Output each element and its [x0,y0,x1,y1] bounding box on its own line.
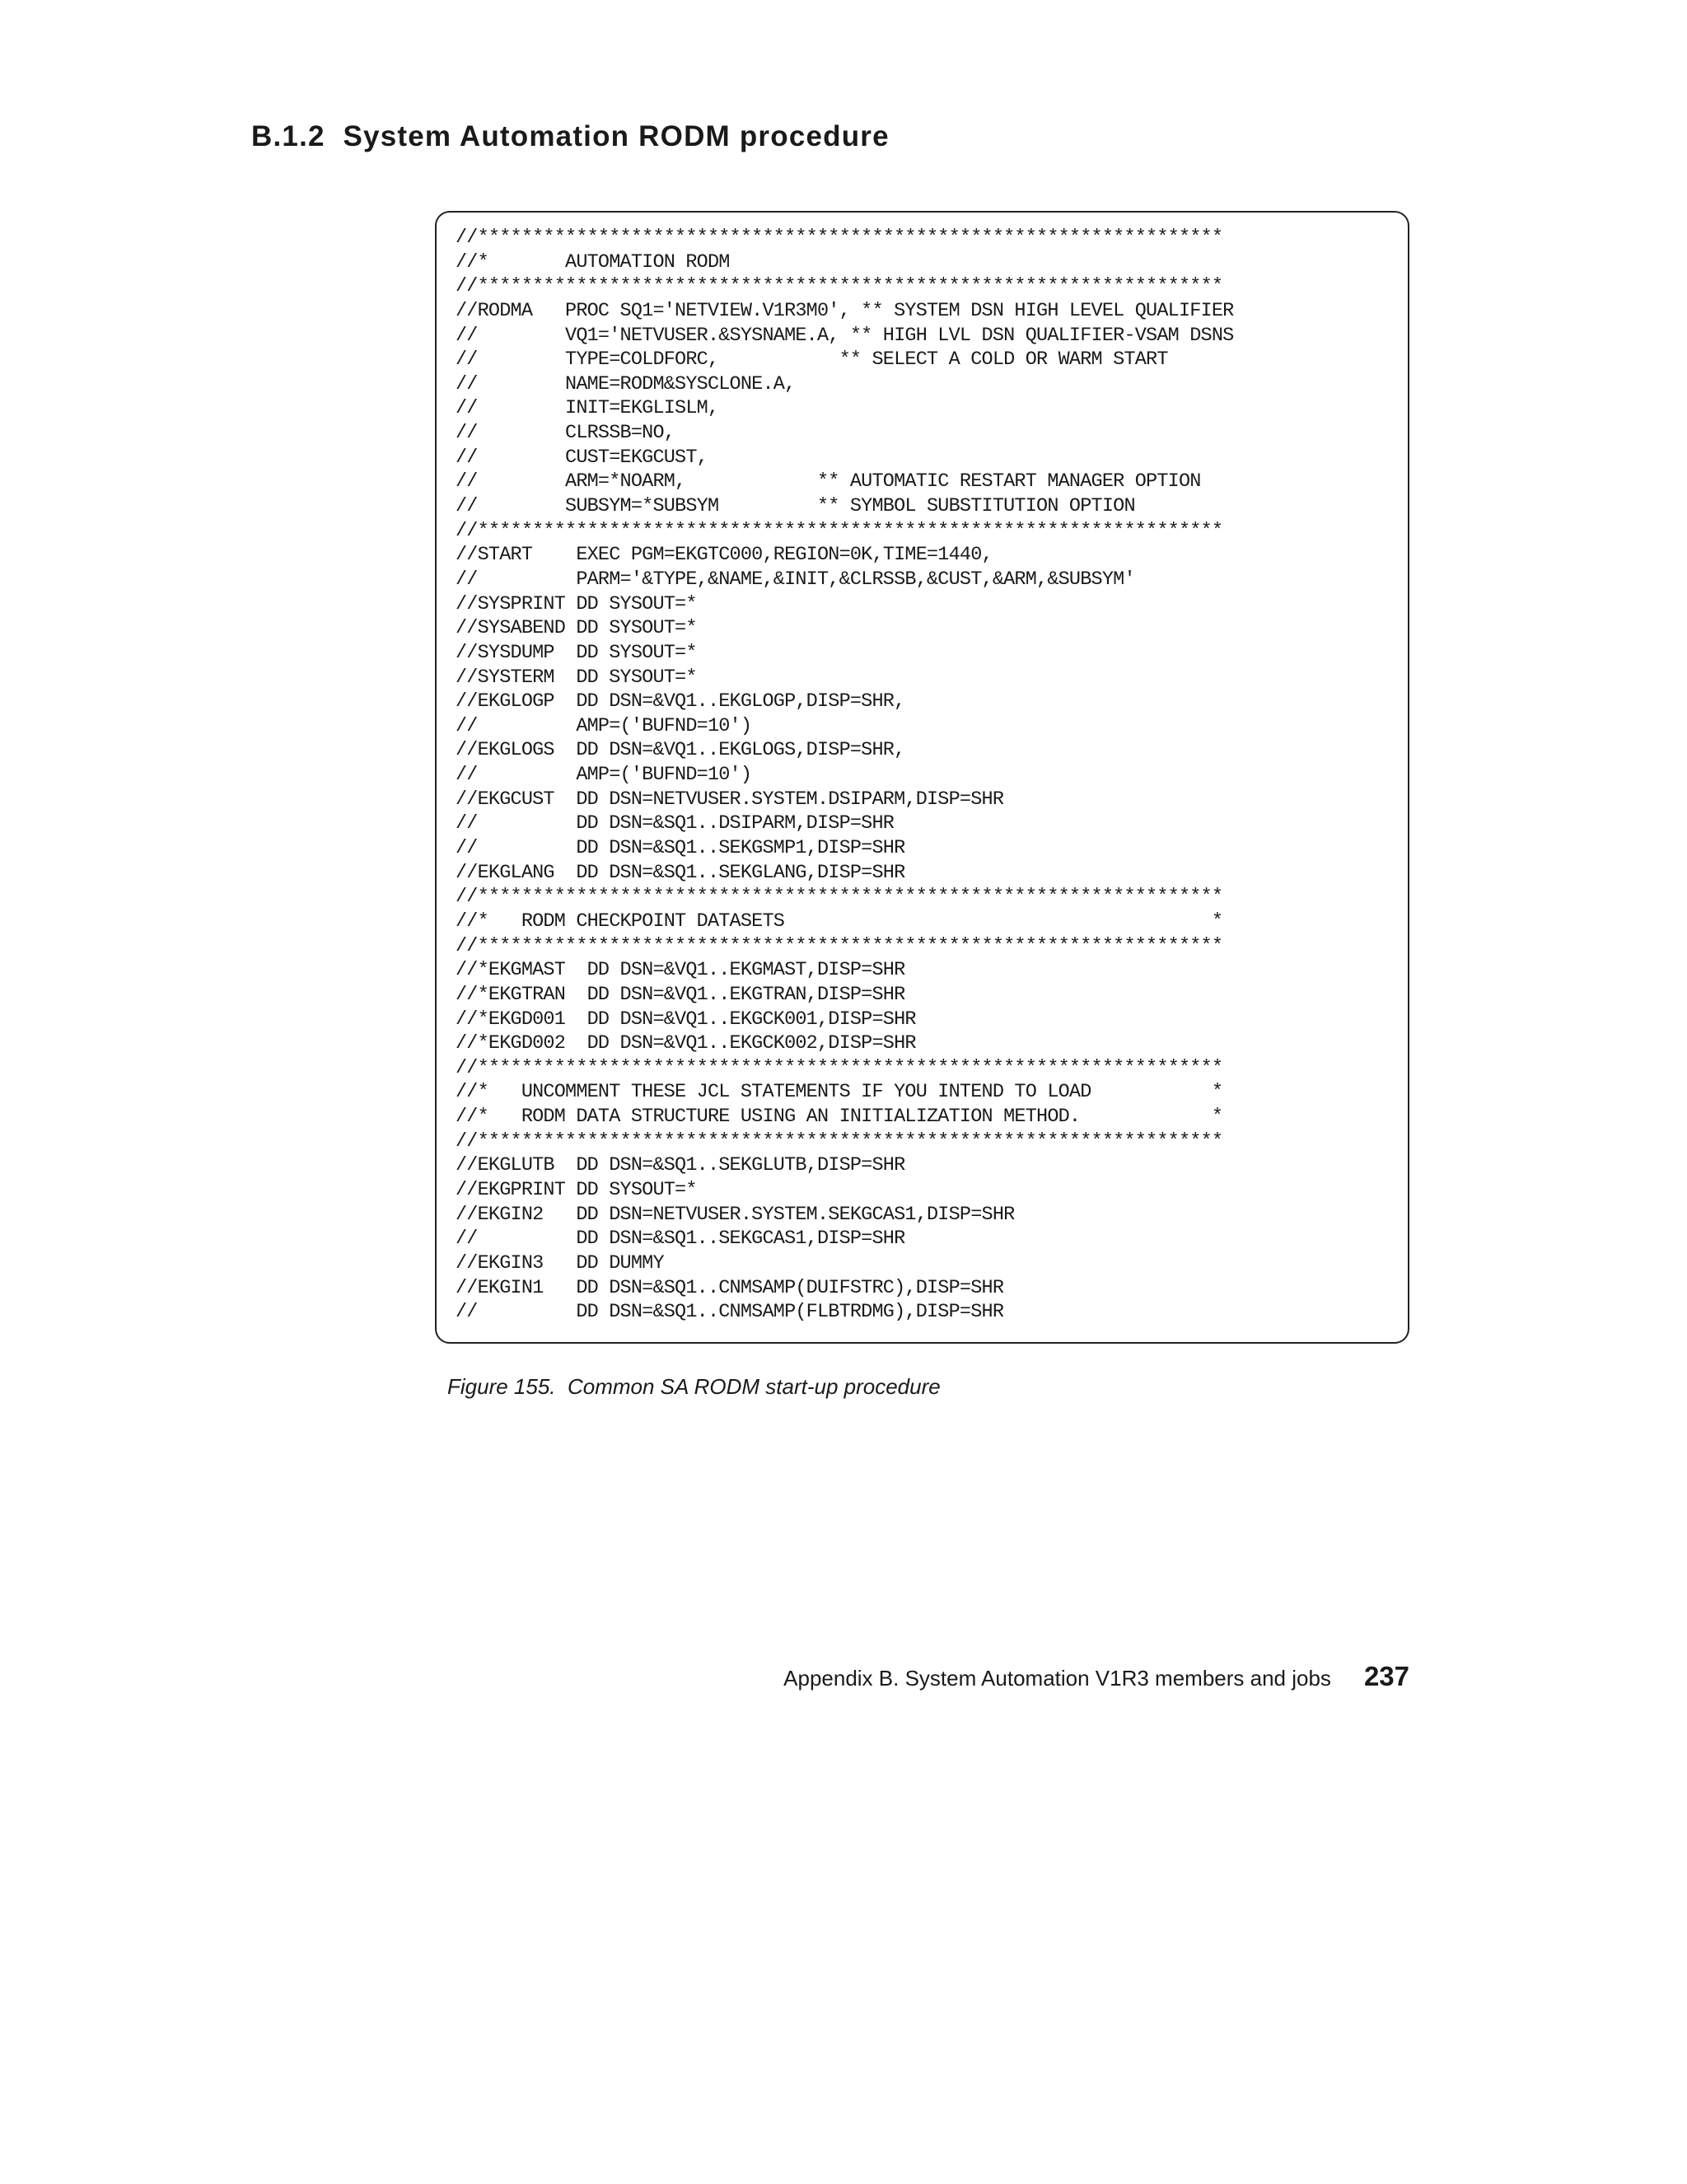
page-number: 237 [1363,1661,1409,1691]
code-line: //EKGPRINT DD SYSOUT=* [456,1178,697,1201]
code-line: //EKGIN1 DD DSN=&SQ1..CNMSAMP(DUIFSTRC),DISP=SHR [456,1276,1004,1299]
code-line: //SYSDUMP DD SYSOUT=* [456,641,697,664]
figure-caption: Figure 155. Common SA RODM start-up procedure [447,1374,941,1399]
code-line: //SYSABEND DD SYSOUT=* [456,617,697,640]
code-line: // DD DSN=&SQ1..DSIPARM,DISP=SHR [456,812,895,835]
code-line: //RODMA PROC SQ1='NETVIEW.V1R3M0', ** SYSTEM DSN HIGH LEVEL QUALIFIER [456,299,1234,322]
code-line: //******************************************************************** [456,934,1223,957]
code-line: // VQ1='NETVUSER.&SYSNAME.A, ** HIGH LVL DSN QUALIFIER-VSAM DSNS [456,324,1234,347]
code-line: // ARM=*NOARM, ** AUTOMATIC RESTART MANAGER OPTION [456,470,1201,493]
footer-chapter-title: Appendix B. System Automation V1R3 members and jobs [783,1666,1331,1691]
section-heading: B.1.2 System Automation RODM procedure [251,120,890,152]
code-line: // AMP=('BUFND=10') [456,764,752,787]
code-line: //EKGIN3 DD DUMMY [456,1251,664,1274]
code-line: // DD DSN=&SQ1..SEKGCAS1,DISP=SHR [456,1228,905,1251]
code-line: //******************************************************************** [456,1129,1223,1153]
code-line: //EKGLUTB DD DSN=&SQ1..SEKGLUTB,DISP=SHR [456,1154,905,1177]
code-line: // INIT=EKGLISLM, [456,397,719,420]
code-line: //START EXEC PGM=EKGTC000,REGION=0K,TIME=1440, [456,544,993,567]
code-listing [456,226,1233,1325]
code-line: //*EKGD001 DD DSN=&VQ1..EKGCK001,DISP=SHR [456,1008,916,1031]
code-line: //******************************************************************** [456,275,1223,298]
code-line: //EKGLOGS DD DSN=&VQ1..EKGLOGS,DISP=SHR, [456,739,905,762]
code-line: //* AUTOMATION RODM [456,250,730,274]
code-line: //* RODM DATA STRUCTURE USING AN INITIALIZATION METHOD. * [456,1106,1223,1129]
code-line: //EKGIN2 DD DSN=NETVUSER.SYSTEM.SEKGCAS1,DISP=SHR [456,1203,1015,1226]
code-line: //EKGLANG DD DSN=&SQ1..SEKGLANG,DISP=SHR [456,861,905,884]
code-line: // DD DSN=&SQ1..CNMSAMP(FLBTRDMG),DISP=SHR [456,1301,1004,1324]
code-line: //*EKGMAST DD DSN=&VQ1..EKGMAST,DISP=SHR [456,959,905,982]
code-line: // CLRSSB=NO, [456,422,675,445]
code-line: // CUST=EKGCUST, [456,446,708,469]
code-line: // DD DSN=&SQ1..SEKGSMP1,DISP=SHR [456,837,905,860]
code-line: // TYPE=COLDFORC, ** SELECT A COLD OR WARM START [456,348,1168,372]
code-line: // PARM='&TYPE,&NAME,&INIT,&CLRSSB,&CUST,&ARM,&SUBSYM' [456,568,1135,591]
code-line: //SYSPRINT DD SYSOUT=* [456,592,697,615]
code-line: //*EKGD002 DD DSN=&VQ1..EKGCK002,DISP=SHR [456,1032,916,1055]
code-line: //SYSTERM DD SYSOUT=* [456,666,697,689]
code-line: // AMP=('BUFND=10') [456,714,752,737]
code-line: //* UNCOMMENT THESE JCL STATEMENTS IF YOU INTEND TO LOAD * [456,1081,1223,1104]
code-line: // NAME=RODM&SYSCLONE.A, [456,372,796,395]
code-line: //*EKGTRAN DD DSN=&VQ1..EKGTRAN,DISP=SHR [456,983,905,1006]
code-line: //EKGLOGP DD DSN=&VQ1..EKGLOGP,DISP=SHR, [456,690,905,713]
code-line: //******************************************************************** [456,227,1223,249]
code-line: //* RODM CHECKPOINT DATASETS * [456,910,1223,933]
code-line: //******************************************************************** [456,519,1223,542]
code-line: //******************************************************************** [456,1056,1223,1079]
page-footer [783,1661,1409,1692]
code-line: // SUBSYM=*SUBSYM ** SYMBOL SUBSTITUTION OPTION [456,495,1135,518]
code-line: //EKGCUST DD DSN=NETVUSER.SYSTEM.DSIPARM,DISP=SHR [456,788,1004,811]
code-line: //******************************************************************** [456,886,1223,909]
